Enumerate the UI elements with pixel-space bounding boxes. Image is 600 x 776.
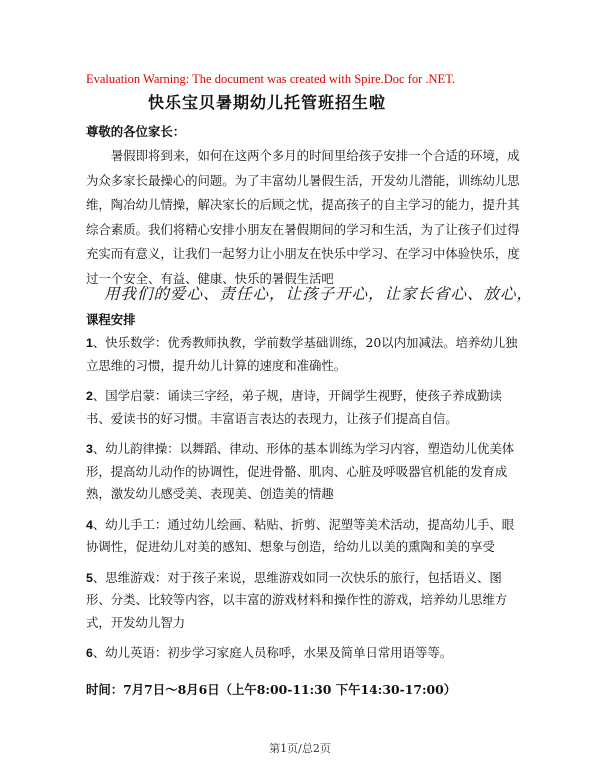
slogan: 用我们的爱心、责任心，让孩子开心，让家长省心、放心， <box>104 285 534 303</box>
item-number: 2 <box>86 389 93 403</box>
item-text: 、国学启蒙：诵读三字经，弟子规，唐诗，开阔学生视野，使孩子养成勤读书、爱读书的好习惯。丰富语言表达的表现力，让孩子们提高自信。 <box>86 388 502 426</box>
schedule-item <box>86 514 526 559</box>
schedule-heading: 课程安排 <box>86 312 136 327</box>
item-number: 5 <box>86 570 93 585</box>
item-number: 1 <box>86 336 93 350</box>
schedule-time: 时间：7月7日～8月6日（上午8:00-11:30 下午14:30-17:00） <box>86 682 457 697</box>
schedule-item <box>86 385 526 430</box>
schedule-item <box>86 567 526 635</box>
item-text: 、幼儿韵律操：以舞蹈、律动、形体的基本训练为学习内容，塑造幼儿优美体形，提高幼儿动作的协调性，促进骨骼、肌肉、心脏及呼吸器官机能的发育成熟，激发幼儿感受美、表现美、创造美的情趣 <box>86 441 515 501</box>
schedule-item <box>86 642 526 665</box>
intro-paragraph: 暑假即将到来，如何在这两个多月的时间里给孩子安排一个合适的环境，成为众多家长最操心的问题。为了丰富幼儿暑假生活，开发幼儿潜能，训练幼儿思维，陶冶幼儿情操，解决家长的后顾之忧，提高孩子的自主学习的能力，提升其综合素质。我们将精心安排小朋友在暑假期间的学习和生活，为了让孩子们过得充实而有意义，让我们一起努力让小朋友在快乐中学习、在学习中体验快乐，度过一个安全、有益、健康、快乐的暑假生活吧 <box>86 148 520 286</box>
evaluation-warning: Evaluation Warning: The document was created with Spire.Doc for .NET. <box>86 72 456 86</box>
item-text: 、幼儿英语：初步学习家庭人员称呼，水果及简单日常用语等等。 <box>92 645 453 660</box>
schedule-list <box>86 332 526 673</box>
item-number: 6 <box>86 646 93 660</box>
item-text: 、快乐数学：优秀教师执教，学前数学基础训练，20以内加减法。培养幼儿独立思维的习惯，提升幼儿计算的速度和准确性。 <box>86 335 518 373</box>
item-text: 、思维游戏：对于孩子来说，思维游戏如同一次快乐的旅行，包括语义、图形、分类、比较等内容，以丰富的游戏材料和操作性的游戏，培养幼儿思维方式，开发幼儿智力 <box>86 569 508 630</box>
salutation: 尊敬的各位家长： <box>86 124 186 139</box>
page-indicator: 第1页/总2页 <box>269 742 331 755</box>
schedule-item <box>86 332 526 377</box>
item-text: 、幼儿手工：通过幼儿绘画、粘贴、折剪、泥塑等美术活动，提高幼儿手、眼协调性，促进幼儿对美的感知、想象与创造，给幼儿以美的熏陶和美的享受 <box>86 516 515 554</box>
schedule-item <box>86 438 526 506</box>
document-title: 快乐宝贝暑期幼儿托管班招生啦 <box>148 93 387 112</box>
item-number: 4 <box>86 517 93 532</box>
item-number: 3 <box>86 442 93 456</box>
